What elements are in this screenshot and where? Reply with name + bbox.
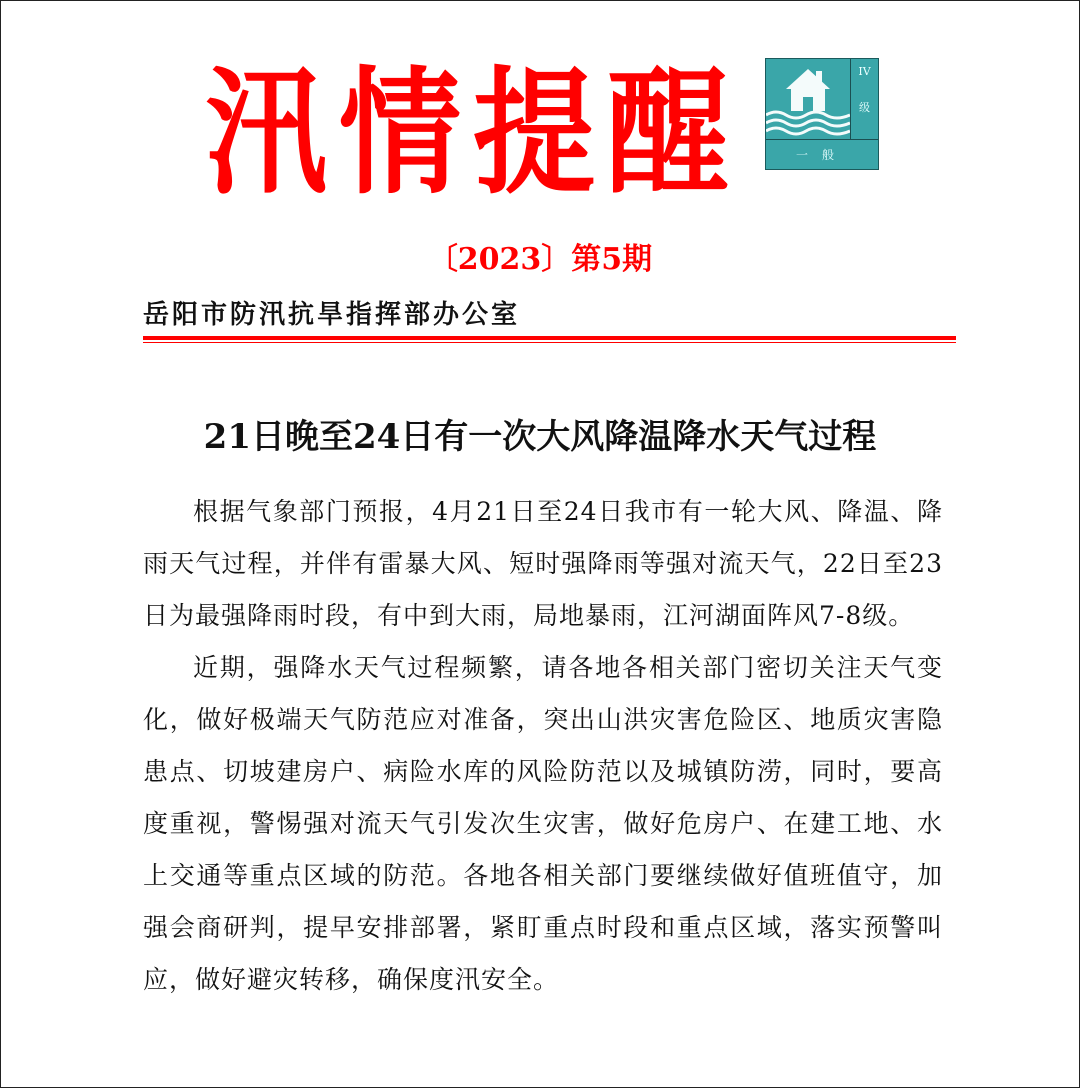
red-rule-thick [143,336,956,340]
article-body [143,486,943,1006]
red-rule-thin [143,342,956,343]
article-headline: 21日晚至24日有一次大风降温降水天气过程 [203,417,877,457]
badge-level-roman: IV [858,65,871,78]
badge-level-panel [850,59,878,139]
house-flood-icon [766,59,850,139]
badge-level-word: 级 [859,101,870,114]
flood-level-badge [765,58,879,170]
article-paragraph: 根据气象部门预报，4月21日至24日我市有一轮大风、降温、降雨天气过程，并伴有雷暴大风、短时强降雨等强对流天气，22日至23日为最强降雨时段，有中到大雨，局地暴雨，江河湖面阵风7-8级。 [143,497,943,630]
masthead-title: 汛情提醒 [205,53,741,213]
issuer-name: 岳阳市防汛抗旱指挥部办公室 [143,300,521,330]
article-paragraph: 近期，强降水天气过程频繁，请各地各相关部门密切关注天气变化，做好极端天气防范应对准备，突出山洪灾害危险区、地质灾害隐患点、切坡建房户、病险水库的风险防范以及城镇防涝，同时，要高度重视，警惕强对流天气引发次生灾害，做好危房户、在建工地、水上交通等重点区域的防范。各地各相关部门要继续做好值班值守，加强会商研判，提早安排部署，紧盯重点时段和重点区域，落实预警叫应，做好避灾转移，确保度汛安全。 [143,653,943,994]
issue-number: 〔2023〕第5期 [427,242,653,277]
badge-level-name: 一般 [766,139,878,170]
